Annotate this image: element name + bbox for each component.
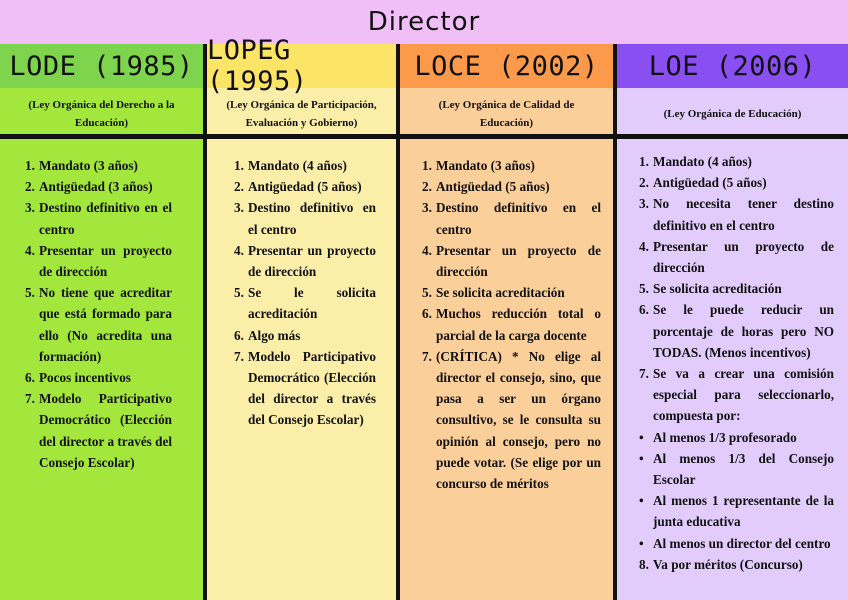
list-item-text: Presentar un proyecto de dirección [436,242,601,280]
list-item [639,554,834,575]
column-loe-body [617,139,848,575]
column-lode-body [0,139,203,473]
list-item-number: 4. [639,238,649,254]
column-lopeg-title: LOPEG (1995) [207,35,308,97]
list-item-text: Mandato (3 años) [39,158,138,173]
list-item [422,197,601,239]
list-item-text: Presentar un proyecto de dirección [39,242,172,280]
list-item [234,176,376,197]
list-item-number: 1. [25,158,35,173]
list-item-text: Destino definitivo en el centro [39,200,172,237]
list-item [639,236,834,278]
list-item-text: Presentar un proyecto de dirección [248,242,376,280]
list-item-text: Va por méritos (Concurso) [653,556,803,572]
list-item-number: 2. [639,175,649,191]
list-item-text: Destino definitivo en el centro [248,200,376,237]
list-item-text: No necesita tener destino definitivo en el centro [653,196,834,233]
list-item-number: 2. [234,179,244,195]
column-lode-subtitle: (Ley Orgánica del Derecho a la Educación) [28,99,175,129]
bullet-item [639,448,834,490]
list-item [422,303,601,345]
list-item-text: Antigüedad (5 años) [436,179,550,195]
list-item-text: Modelo Participativo Democrático (Elección del director a través del Consejo Escolar) [39,391,172,470]
bullet-item [639,490,834,532]
list-item [422,240,601,282]
list-item-number: 6. [25,370,35,386]
list-item-number: 2. [422,179,432,195]
column-lode [0,44,203,600]
column-lopeg-header [207,35,396,97]
column-lopeg [207,35,396,600]
list-item-number: 8. [639,556,649,572]
list-item-number: 3. [25,200,35,216]
list-item-text: Se le puede reducir un porcentaje de horas pero NO TODAS. (Menos incentivos) [653,302,834,360]
column-lopeg-subtitle: (Ley Orgánica de Participación, Evaluación y Gobierno) [226,99,377,129]
list-item [234,240,376,282]
column-loe-title: LOE (2006) [648,50,817,82]
list-item [639,193,834,235]
list-item-text: Mandato (4 años) [653,154,752,169]
column-loce [400,44,613,600]
list-item [234,155,376,176]
column-loe-list [639,151,834,575]
list-item [422,346,601,494]
bullet-item [639,427,834,448]
list-item-number: 1. [422,158,432,173]
list-item-text: Se va a crear una comisión especial para seleccionarlo, compuesta por: [653,366,834,424]
column-lopeg-list [234,155,376,431]
list-item-text: Presentar un proyecto de dirección [653,238,834,276]
column-loce-title: LOCE (2002) [414,50,599,82]
list-item-text: Al menos un director del centro [653,535,831,551]
list-item [234,282,376,324]
list-item-text: Muchos reducción total o parcial de la carga docente [436,306,601,343]
list-item-number: 7. [25,391,35,407]
list-item-text: Se solicita acreditación [436,285,565,301]
list-item-number: 7. [234,348,244,364]
list-item [25,176,172,197]
list-item [25,240,172,282]
list-item-text: Modelo Participativo Democrático (Elección del director a través del Consejo Escolar) [248,348,376,428]
bullet-item [639,533,834,554]
list-item-number: 7. [422,348,432,364]
list-item [639,299,834,363]
list-item-number: 5. [422,285,432,301]
list-item-number: 3. [422,200,432,216]
list-item-number: 4. [25,242,35,258]
column-lode-header [0,44,203,88]
bullet-icon: • [639,493,644,509]
page-title: Director [367,7,481,37]
list-item [25,155,172,176]
list-item [639,151,834,172]
list-item [25,197,172,239]
list-item-text: Pocos incentivos [39,370,131,386]
column-loe [617,44,848,600]
column-lode-list [25,155,172,473]
list-item [422,176,601,197]
column-loce-header [400,44,613,88]
list-item-number: 5. [25,285,35,301]
list-item-text: Al menos 1/3 profesorado [653,429,797,445]
list-item-text: Mandato (3 años) [436,158,535,173]
list-item-number: 5. [639,281,649,297]
column-lode-title: LODE (1985) [9,50,194,82]
list-item [422,282,601,303]
list-item [234,325,376,346]
list-item-text: Algo más [248,327,301,343]
bullet-icon: • [639,535,644,551]
list-item-text: Destino definitivo en el centro [436,200,601,237]
list-item-text: Antigüedad (3 años) [39,179,153,195]
list-item-text: Se solicita acreditación [653,281,782,297]
list-item [234,346,376,431]
list-item-number: 1. [234,158,244,173]
list-item-number: 4. [234,242,244,258]
list-item [25,282,172,367]
list-item [639,172,834,193]
list-item [422,155,601,176]
list-item-text: Antigüedad (5 años) [248,179,362,195]
list-item-number: 4. [422,242,432,258]
list-item [639,363,834,427]
column-loce-subtitle: (Ley Orgánica de Calidad de Educación) [438,99,575,129]
list-item-number: 3. [234,200,244,216]
list-item-number: 3. [639,196,649,212]
list-item [25,367,172,388]
list-item-text: Antigüedad (5 años) [653,175,767,191]
title-bar [0,0,848,44]
column-loe-header [617,44,848,88]
list-item [25,388,172,473]
list-item-number: 5. [234,285,244,301]
list-item [234,197,376,239]
list-item-number: 6. [639,302,649,318]
column-loce-list [422,155,601,494]
list-item-text: Se le solicita acreditación [248,285,376,322]
list-item-number: 6. [422,306,432,322]
list-item-text: Mandato (4 años) [248,158,347,173]
list-item-number: 1. [639,154,649,169]
list-item-text: Al menos 1/3 del Consejo Escolar [653,450,834,488]
list-item-text: No tiene que acreditar que está formado para ello (No acredita una formación) [39,285,172,364]
column-loe-subtitle: (Ley Orgánica de Educación) [663,108,802,120]
column-loce-body [400,139,613,494]
list-item-text: Al menos 1 representante de la junta educativa [653,493,834,530]
bullet-icon: • [639,429,644,445]
list-item-number: 6. [234,327,244,343]
bullet-icon: • [639,450,644,466]
list-item [639,278,834,299]
list-item-number: 7. [639,366,649,382]
column-lopeg-body [207,139,396,431]
list-item-number: 2. [25,179,35,195]
list-item-text: (CRÍTICA) * No elige al director el consejo, sino, que pasa a ser un órgano consultivo, se le consulta su opinión al consejo, pero no puede votar. (Se elige por un concurso de méritos [436,348,601,492]
